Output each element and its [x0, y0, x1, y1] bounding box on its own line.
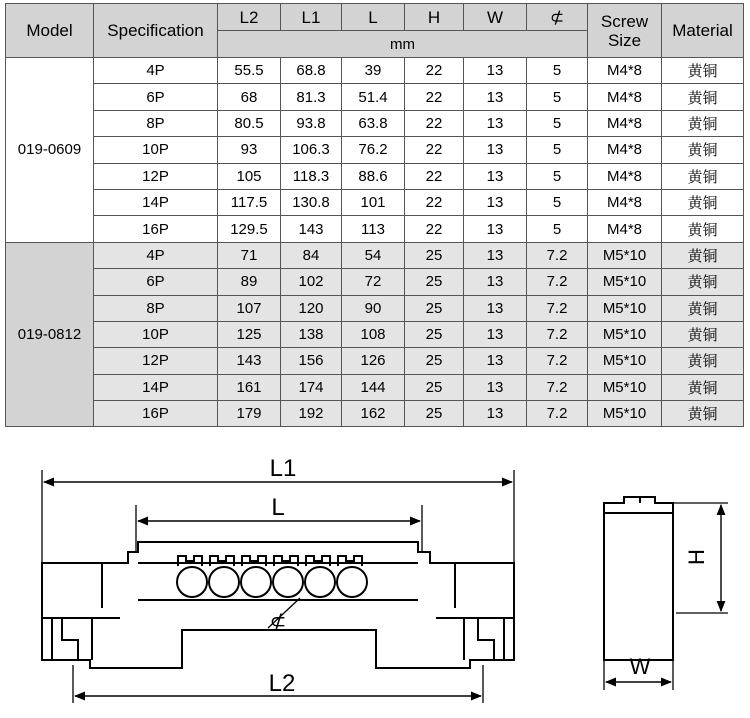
spec-cell: 4P [94, 242, 218, 268]
screw-cell: M4*8 [588, 216, 662, 242]
table-row [6, 163, 744, 189]
w-cell: 13 [464, 189, 527, 215]
phi-cell: 7.2 [527, 242, 588, 268]
phi-cell: 5 [527, 110, 588, 136]
screw-cell: M4*8 [588, 137, 662, 163]
l2-cell: 129.5 [218, 216, 281, 242]
w-cell: 13 [464, 216, 527, 242]
l1-cell: 102 [281, 269, 342, 295]
w-cell: 13 [464, 295, 527, 321]
screw-cell: M4*8 [588, 84, 662, 110]
h-cell: 22 [405, 84, 464, 110]
screw-cell: M5*10 [588, 295, 662, 321]
h-cell: 25 [405, 242, 464, 268]
header-model: Model [6, 4, 94, 58]
spec-cell: 4P [94, 58, 218, 84]
h-cell: 22 [405, 216, 464, 242]
table-row [6, 295, 744, 321]
spec-table [5, 3, 744, 427]
l2-cell: 93 [218, 137, 281, 163]
h-cell: 25 [405, 374, 464, 400]
w-cell: 13 [464, 401, 527, 427]
material-cell: 黄铜 [662, 374, 744, 400]
screw-cell: M4*8 [588, 58, 662, 84]
l-cell: 113 [342, 216, 405, 242]
screw-cell: M5*10 [588, 269, 662, 295]
h-cell: 22 [405, 189, 464, 215]
phi-cell: 5 [527, 163, 588, 189]
material-cell: 黄铜 [662, 295, 744, 321]
spec-cell: 10P [94, 137, 218, 163]
material-cell: 黄铜 [662, 110, 744, 136]
h-cell: 22 [405, 137, 464, 163]
screw-hole [273, 567, 303, 597]
table-row [6, 58, 744, 84]
h-cell: 25 [405, 321, 464, 347]
material-cell: 黄铜 [662, 84, 744, 110]
w-cell: 13 [464, 348, 527, 374]
material-cell: 黄铜 [662, 242, 744, 268]
screw-cell: M4*8 [588, 189, 662, 215]
table-row [6, 374, 744, 400]
l-cell: 162 [342, 401, 405, 427]
front-view-body [42, 542, 514, 668]
screw-cell: M5*10 [588, 374, 662, 400]
l-cell: 63.8 [342, 110, 405, 136]
l-cell: 54 [342, 242, 405, 268]
l1-cell: 130.8 [281, 189, 342, 215]
h-cell: 22 [405, 58, 464, 84]
l2-cell: 143 [218, 348, 281, 374]
w-cell: 13 [464, 58, 527, 84]
w-cell: 13 [464, 321, 527, 347]
phi-cell: 7.2 [527, 321, 588, 347]
spec-cell: 14P [94, 374, 218, 400]
l2-label: L2 [268, 670, 296, 697]
l1-cell: 192 [281, 401, 342, 427]
header-phi: ⊄ [527, 4, 588, 31]
terminal-block-diagram [0, 440, 750, 718]
header-screw-size [588, 4, 662, 58]
material-cell: 黄铜 [662, 163, 744, 189]
l1-cell: 120 [281, 295, 342, 321]
table-row [6, 401, 744, 427]
phi-cell: 5 [527, 58, 588, 84]
l-cell: 108 [342, 321, 405, 347]
table-row [6, 189, 744, 215]
screw-cell: M4*8 [588, 110, 662, 136]
spec-cell: 14P [94, 189, 218, 215]
side-view [604, 497, 673, 660]
table-row [6, 269, 744, 295]
w-cell: 13 [464, 374, 527, 400]
h-cell: 25 [405, 269, 464, 295]
table-row [6, 110, 744, 136]
model-cell: 019-0609 [6, 58, 94, 243]
h-cell: 22 [405, 163, 464, 189]
w-cell: 13 [464, 110, 527, 136]
l2-cell: 179 [218, 401, 281, 427]
l2-cell: 68 [218, 84, 281, 110]
screw-hole [241, 567, 271, 597]
header-unit-mm: mm [218, 31, 588, 58]
spec-cell: 12P [94, 163, 218, 189]
material-cell: 黄铜 [662, 58, 744, 84]
spec-cell: 6P [94, 269, 218, 295]
h-cell: 25 [405, 295, 464, 321]
front-view [42, 542, 514, 668]
w-cell: 13 [464, 163, 527, 189]
l-cell: 72 [342, 269, 405, 295]
model-cell: 019-0812 [6, 242, 94, 427]
l1-cell: 106.3 [281, 137, 342, 163]
l-cell: 90 [342, 295, 405, 321]
w-cell: 13 [464, 269, 527, 295]
spec-table-body [6, 58, 744, 427]
l-cell: 39 [342, 58, 405, 84]
table-row [6, 216, 744, 242]
l2-cell: 71 [218, 242, 281, 268]
table-row [6, 137, 744, 163]
phi-label: ⊄ [269, 609, 287, 633]
h-cell: 25 [405, 401, 464, 427]
l2-cell: 80.5 [218, 110, 281, 136]
l1-cell: 118.3 [281, 163, 342, 189]
l2-cell: 117.5 [218, 189, 281, 215]
l-cell: 51.4 [342, 84, 405, 110]
l2-cell: 161 [218, 374, 281, 400]
l1-cell: 84 [281, 242, 342, 268]
l-cell: 88.6 [342, 163, 405, 189]
l1-cell: 68.8 [281, 58, 342, 84]
screw-cell: M5*10 [588, 321, 662, 347]
h-cell: 22 [405, 110, 464, 136]
spec-cell: 6P [94, 84, 218, 110]
l-cell: 76.2 [342, 137, 405, 163]
spec-cell: 10P [94, 321, 218, 347]
h-cell: 25 [405, 348, 464, 374]
l1-cell: 81.3 [281, 84, 342, 110]
header-w: W [464, 4, 527, 31]
spec-cell: 16P [94, 401, 218, 427]
l-cell: 101 [342, 189, 405, 215]
screw-cell: M5*10 [588, 242, 662, 268]
w-cell: 13 [464, 84, 527, 110]
screw-hole [209, 567, 239, 597]
screw-hole [337, 567, 367, 597]
material-cell: 黄铜 [662, 269, 744, 295]
material-cell: 黄铜 [662, 348, 744, 374]
l1-cell: 93.8 [281, 110, 342, 136]
l2-cell: 107 [218, 295, 281, 321]
screw-hole [177, 567, 207, 597]
l2-cell: 125 [218, 321, 281, 347]
side-view-body [604, 497, 673, 660]
h-label: H [684, 549, 709, 565]
header-specification: Specification [94, 4, 218, 58]
material-cell: 黄铜 [662, 137, 744, 163]
phi-cell: 7.2 [527, 348, 588, 374]
screw-cell: M5*10 [588, 348, 662, 374]
header-h: H [405, 4, 464, 31]
table-row [6, 84, 744, 110]
header-screw-size-line1: Screw [600, 11, 649, 31]
phi-cell: 5 [527, 189, 588, 215]
spec-cell: 8P [94, 110, 218, 136]
table-row [6, 242, 744, 268]
phi-cell: 7.2 [527, 269, 588, 295]
screw-hole [305, 567, 335, 597]
l-cell: 144 [342, 374, 405, 400]
header-material: Material [662, 4, 744, 58]
table-row [6, 348, 744, 374]
material-cell: 黄铜 [662, 189, 744, 215]
w-cell: 13 [464, 242, 527, 268]
l1-cell: 143 [281, 216, 342, 242]
l1-cell: 156 [281, 348, 342, 374]
l-label: L [271, 494, 285, 521]
spec-cell: 8P [94, 295, 218, 321]
phi-cell: 7.2 [527, 401, 588, 427]
l2-cell: 55.5 [218, 58, 281, 84]
phi-cell: 5 [527, 216, 588, 242]
spec-cell: 12P [94, 348, 218, 374]
table-row [6, 321, 744, 347]
l1-cell: 174 [281, 374, 342, 400]
spec-cell: 16P [94, 216, 218, 242]
screw-cell: M4*8 [588, 163, 662, 189]
header-l: L [342, 4, 405, 31]
material-cell: 黄铜 [662, 216, 744, 242]
l1-cell: 138 [281, 321, 342, 347]
l-cell: 126 [342, 348, 405, 374]
header-l1: L1 [281, 4, 342, 31]
w-cell: 13 [464, 137, 527, 163]
phi-cell: 7.2 [527, 295, 588, 321]
header-screw-size-line2: Size [607, 30, 642, 50]
phi-cell: 7.2 [527, 374, 588, 400]
l2-cell: 105 [218, 163, 281, 189]
phi-cell: 5 [527, 84, 588, 110]
material-cell: 黄铜 [662, 321, 744, 347]
w-label: W [629, 654, 651, 679]
screw-cell: M5*10 [588, 401, 662, 427]
phi-cell: 5 [527, 137, 588, 163]
l2-cell: 89 [218, 269, 281, 295]
l1-label: L1 [269, 455, 297, 482]
material-cell: 黄铜 [662, 401, 744, 427]
header-l2: L2 [218, 4, 281, 31]
